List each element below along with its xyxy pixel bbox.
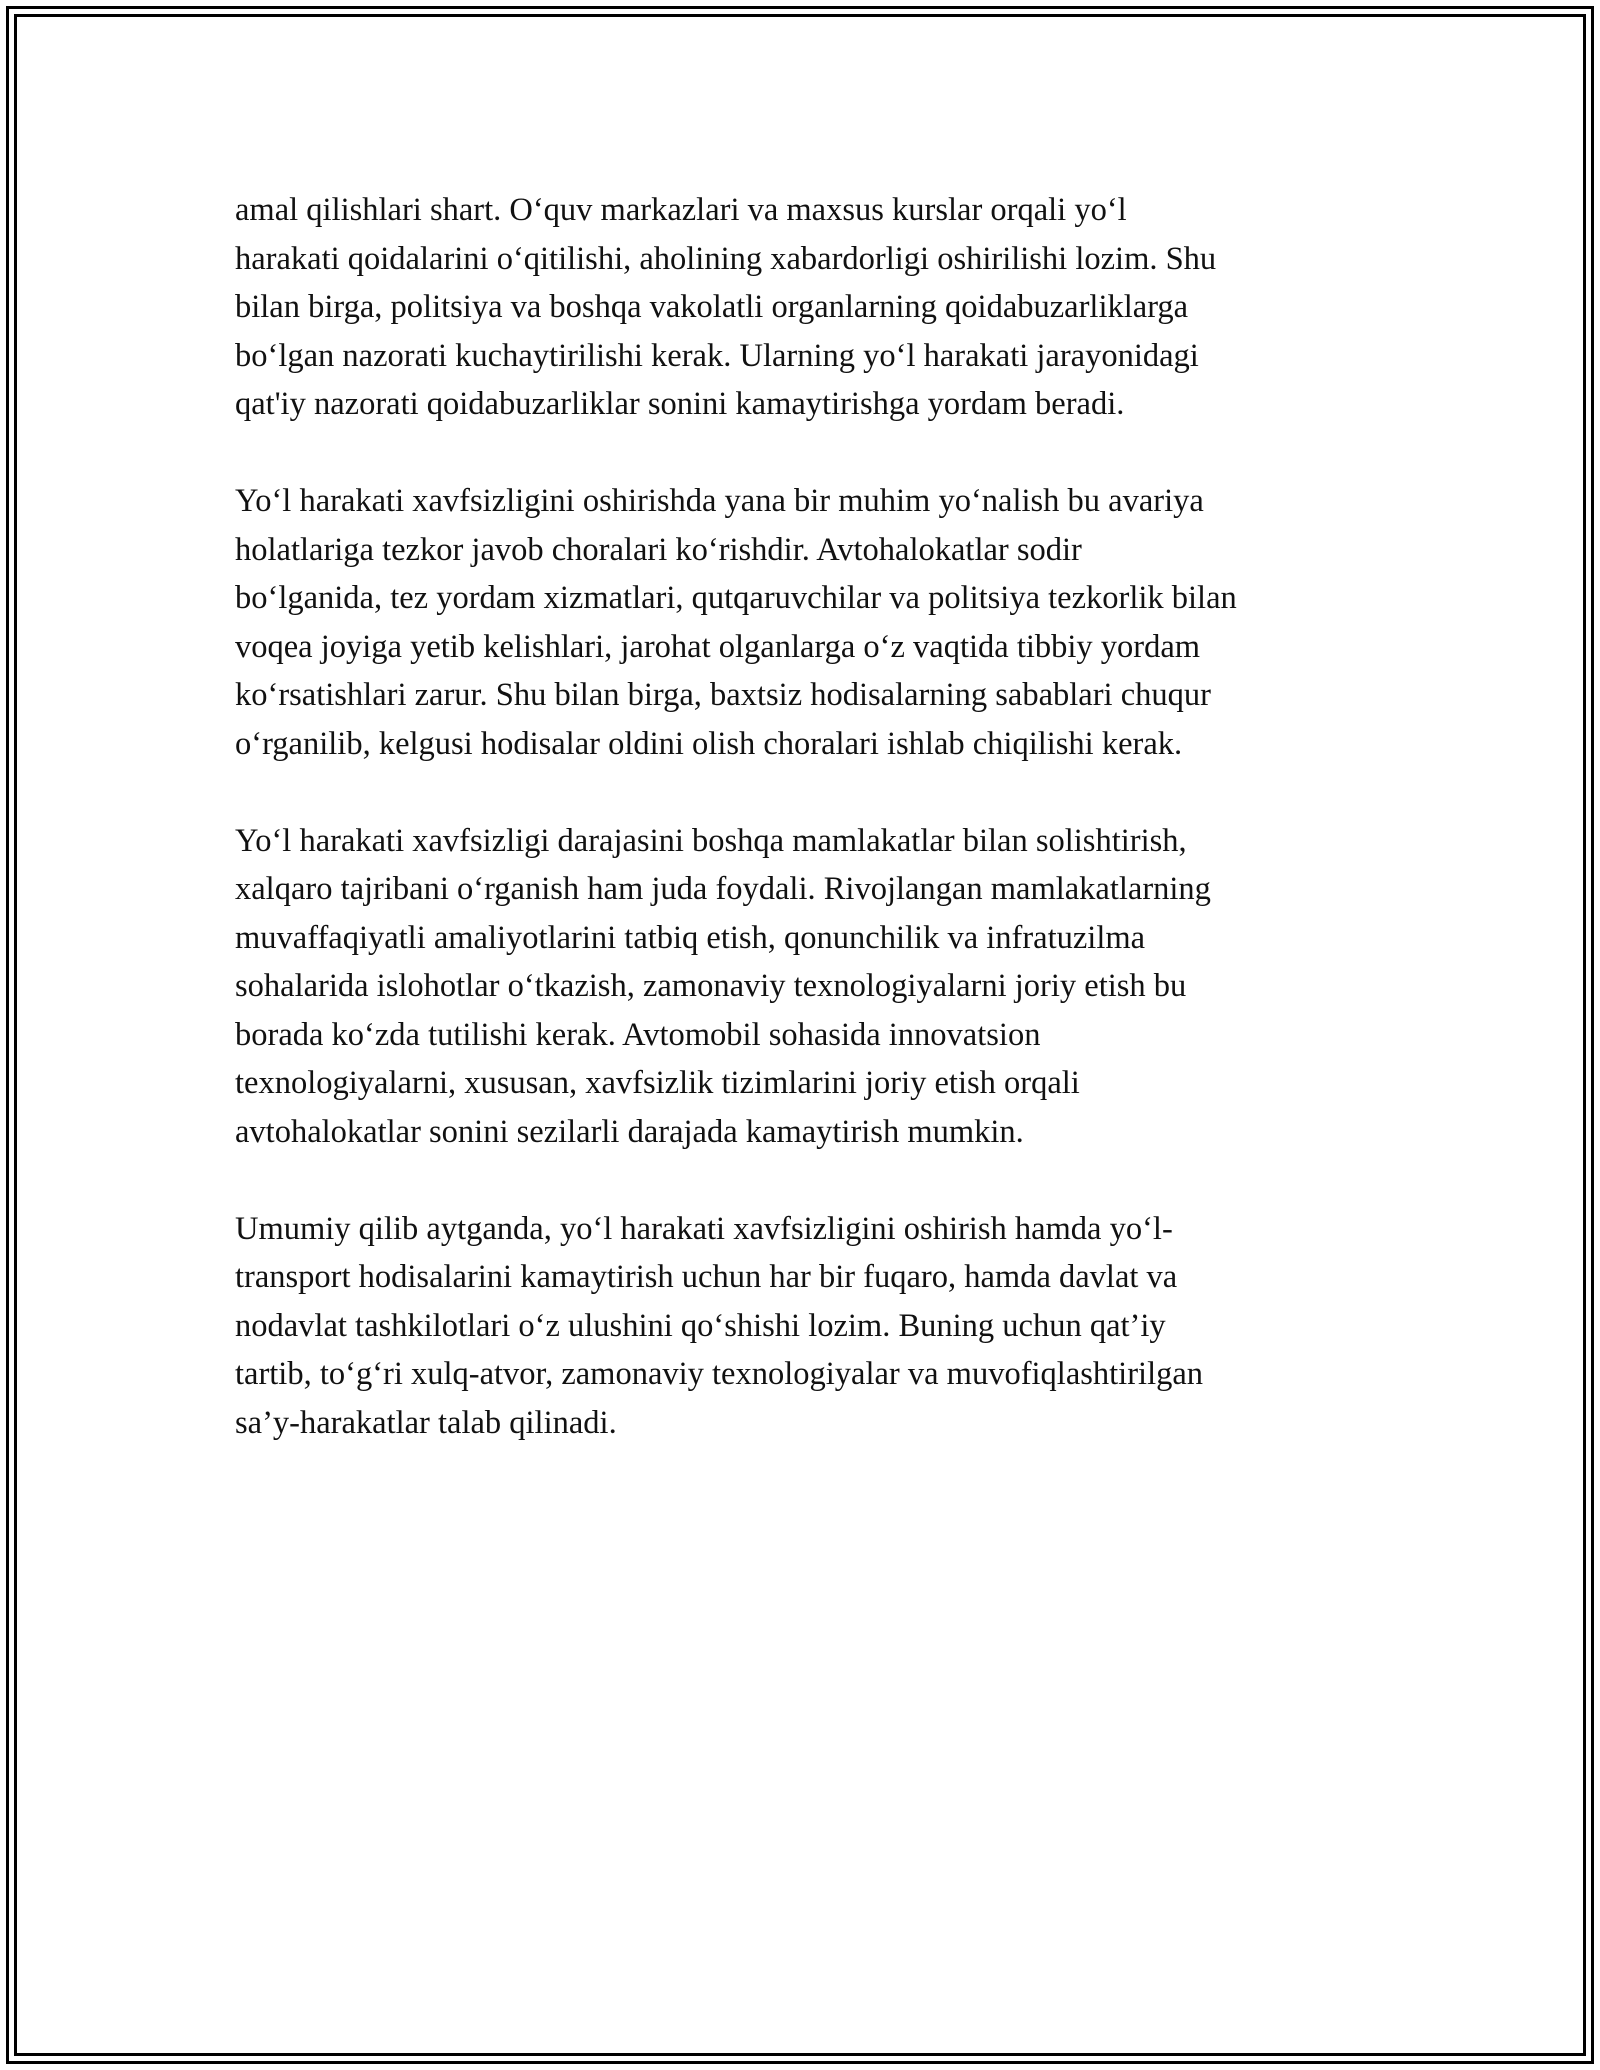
paragraph-4: Umumiy qilib aytganda, yo‘l harakati xavfsizligini oshirish hamda yo‘l- transport hodisalarini kamaytirish uchun har bir fuqaro, hamda davlat va nodavlat tashkilotlari o‘z ulushini qo‘shishi lozim. Buning uchun qat’iy tartib, to‘g‘ri xulq-atvor, zamonaviy texnologiyalar va muvofiqlashtirilgan sa’y-harakatlar talab qilinadi. <box>235 1210 1204 1441</box>
paragraph-1: amal qilishlari shart. O‘quv markazlari va maxsus kurslar orqali yo‘l harakati qoidalarini o‘qitilishi, aholining xabardorligi oshirilishi lozim. Shu bilan birga, politsiya va boshqa vakolatli organlarning qoidabuzarliklarga bo‘lgan nazorati kuchaytirilishi kerak. Ularning yo‘l harakati jarayonidagi qat'iy nazorati qoidabuzarliklar sonini kamaytirishga yordam beradi. <box>235 192 1217 422</box>
paragraph-3: Yo‘l harakati xavfsizligi darajasini boshqa mamlakatlar bilan solishtirish, xalqaro tajribani o‘rganish ham juda foydali. Rivojlangan mamlakatlarning muvaffaqiyatli amaliyotlarini tatbiq etish, qonunchilik va infratuzilma sohalarida islohotlar o‘tkazish, zamonaviy texnologiyalarni joriy etish bu borada ko‘zda tutilishi kerak. Avtomobil sohasida innovatsion texnologiyalarni, xususan, xavfsizlik tizimlarini joriy etish orqali avtohalokatlar sonini sezilarli darajada kamaytirish mumkin. <box>235 822 1211 1150</box>
paragraph-2: Yo‘l harakati xavfsizligini oshirishda yana bir muhim yo‘nalish bu avariya holatlariga tezkor javob choralari ko‘rishdir. Avtohalokatlar sodir bo‘lganida, tez yordam xizmatlari, qutqaruvchilar va politsiya tezkorlik bilan voqea joyiga yetib kelishlari, jarohat olganlarga o‘z vaqtida tibbiy yordam ko‘rsatishlari zarur. Shu bilan birga, baxtsiz hodisalarning sabablari chuqur o‘rganilib, kelgusi hodisalar oldini olish choralari ishlab chiqilishi kerak. <box>235 483 1237 762</box>
document-body <box>235 186 1395 1496</box>
